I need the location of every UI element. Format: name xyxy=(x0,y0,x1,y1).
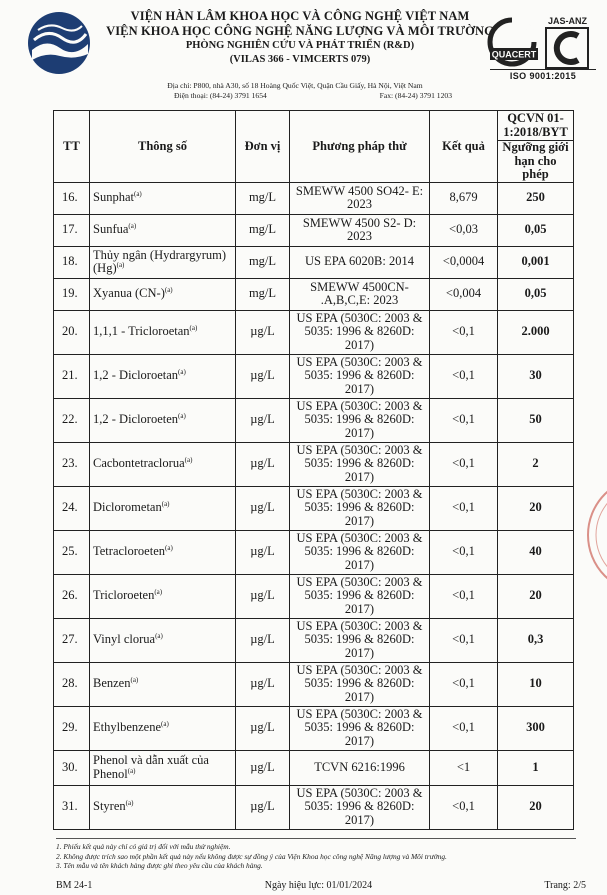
unit-cell: mg/L xyxy=(236,246,290,278)
accreditation-mark: (a) xyxy=(133,190,142,199)
row-index: 16. xyxy=(54,182,90,214)
row-index: 25. xyxy=(54,530,90,574)
table-row xyxy=(54,486,574,530)
method-cell: US EPA (5030C: 2003 & 5035: 1996 & 8260D: 2017) xyxy=(290,530,430,574)
accreditation-mark: (a) xyxy=(127,766,136,775)
header-tt: TT xyxy=(54,111,90,183)
header-result: Kết quả xyxy=(430,111,498,183)
header-titles xyxy=(100,9,500,67)
limit-cell: 30 xyxy=(498,354,574,398)
row-index: 22. xyxy=(54,398,90,442)
accreditation-mark: (a) xyxy=(178,412,186,421)
limit-cell: 1 xyxy=(498,750,574,785)
fax-number: Fax: (84-24) 3791 1203 xyxy=(379,91,452,100)
parameter-cell: 1,1,1 - Tricloroetan$^{(a)}$ xyxy=(90,310,236,354)
row-index: 26. xyxy=(54,574,90,618)
row-index: 31. xyxy=(54,785,90,829)
result-cell: <0,1 xyxy=(430,662,498,706)
table-row xyxy=(54,246,574,278)
result-cell: <1 xyxy=(430,750,498,785)
iso-badge: ISO 9001:2015 xyxy=(490,69,596,81)
unit-cell: mg/L xyxy=(236,214,290,246)
result-cell: <0,004 xyxy=(430,278,498,310)
accreditation-mark: (a) xyxy=(161,720,169,729)
header-standard: QCVN 01-1:2018/BYT xyxy=(498,111,574,141)
method-cell: US EPA (5030C: 2003 & 5035: 1996 & 8260D: 2017) xyxy=(290,618,430,662)
result-cell: <0,1 xyxy=(430,530,498,574)
note-1: 1. Phiếu kết quả này chỉ có giá trị đối với mẫu thử nghiệm. xyxy=(56,842,231,851)
accreditation-mark: (a) xyxy=(128,222,137,231)
limit-cell: 20 xyxy=(498,486,574,530)
footer-bar xyxy=(56,880,586,891)
table-row xyxy=(54,398,574,442)
limit-cell: 20 xyxy=(498,574,574,618)
limit-cell: 300 xyxy=(498,706,574,750)
institute-logo-icon xyxy=(24,10,94,76)
limit-cell: 0,3 xyxy=(498,618,574,662)
note-2: 2. Không được trích sao một phần kết quả này nếu không được sự đồng ý của Viện Khoa học công nghệ Năng lượng và Môi trường. xyxy=(56,851,447,861)
limit-cell: 2 xyxy=(498,442,574,486)
method-cell: US EPA (5030C: 2003 & 5035: 1996 & 8260D: 2017) xyxy=(290,398,430,442)
table-row xyxy=(54,442,574,486)
unit-cell: µg/L xyxy=(236,706,290,750)
row-index: 19. xyxy=(54,278,90,310)
accreditation-mark: (a) xyxy=(154,588,163,597)
parameter-cell: Sunphat$^{(a)}$ xyxy=(90,182,236,214)
document-header xyxy=(0,0,607,108)
method-cell: SMEWW 4500CN- .A,B,C,E: 2023 xyxy=(290,278,430,310)
accreditation-mark: (a) xyxy=(165,544,173,553)
table-row xyxy=(54,278,574,310)
table-row xyxy=(54,706,574,750)
unit-cell: µg/L xyxy=(236,750,290,785)
method-cell: US EPA 6020B: 2014 xyxy=(290,246,430,278)
limit-cell: 0,05 xyxy=(498,214,574,246)
unit-cell: µg/L xyxy=(236,662,290,706)
limit-cell: 2.000 xyxy=(498,310,574,354)
parameter-cell: Phenol và dẫn xuất của Phenol$^{(a)}$ xyxy=(90,750,236,785)
method-cell: US EPA (5030C: 2003 & 5035: 1996 & 8260D: 2017) xyxy=(290,442,430,486)
table-row xyxy=(54,214,574,246)
parameter-cell: Benzen$^{(a)}$ xyxy=(90,662,236,706)
table-row xyxy=(54,785,574,829)
institute-name: VIỆN KHOA HỌC CÔNG NGHỆ NĂNG LƯỢNG VÀ MÔI TRƯỜNG xyxy=(106,24,494,38)
method-cell: US EPA (5030C: 2003 & 5035: 1996 & 8260D: 2017) xyxy=(290,574,430,618)
result-cell: <0,1 xyxy=(430,486,498,530)
academy-name: VIỆN HÀN LÂM KHOA HỌC VÀ CÔNG NGHỆ VIỆT NAM xyxy=(130,9,470,23)
result-cell: <0,1 xyxy=(430,354,498,398)
accreditation-mark: (a) xyxy=(178,368,186,377)
method-cell: SMEWW 4500 SO42- E: 2023 xyxy=(290,182,430,214)
unit-cell: µg/L xyxy=(236,486,290,530)
limit-cell: 40 xyxy=(498,530,574,574)
result-cell: <0,1 xyxy=(430,574,498,618)
table-row xyxy=(54,750,574,785)
header-method: Phương pháp thử xyxy=(290,111,430,183)
method-cell: SMEWW 4500 S2- D: 2023 xyxy=(290,214,430,246)
effective-date: Ngày hiệu lực: 01/01/2024 xyxy=(264,880,373,891)
unit-cell: µg/L xyxy=(236,574,290,618)
red-stamp-fragment xyxy=(584,455,607,615)
result-cell: <0,1 xyxy=(430,706,498,750)
table-row xyxy=(54,310,574,354)
accreditation-mark: (a) xyxy=(155,632,163,641)
result-cell: <0,1 xyxy=(430,618,498,662)
table-row xyxy=(54,354,574,398)
form-code: BM 24-1 xyxy=(56,880,93,891)
unit-cell: µg/L xyxy=(236,785,290,829)
unit-cell: mg/L xyxy=(236,278,290,310)
row-index: 20. xyxy=(54,310,90,354)
unit-cell: µg/L xyxy=(236,442,290,486)
note-3: 3. Tên mẫu và tên khách hàng được ghi theo yêu cầu của khách hàng. xyxy=(56,861,263,870)
unit-cell: mg/L xyxy=(236,182,290,214)
result-cell: <0,03 xyxy=(430,214,498,246)
page-number: Trang: 2/5 xyxy=(544,880,586,891)
row-index: 23. xyxy=(54,442,90,486)
cert-name-label: QUACERT xyxy=(491,49,537,60)
row-index: 21. xyxy=(54,354,90,398)
header-limit: Ngưỡng giới hạn cho phép xyxy=(498,141,574,183)
result-cell: <0,0004 xyxy=(430,246,498,278)
row-index: 18. xyxy=(54,246,90,278)
unit-cell: µg/L xyxy=(236,354,290,398)
parameter-cell: Thủy ngân (Hydrargyrum) $(Hg)^{(a)}$ xyxy=(90,246,236,278)
parameter-cell: Tetracloroeten$^{(a)}$ xyxy=(90,530,236,574)
limit-cell: 0,001 xyxy=(498,246,574,278)
row-index: 30. xyxy=(54,750,90,785)
row-index: 28. xyxy=(54,662,90,706)
unit-cell: µg/L xyxy=(236,398,290,442)
parameter-cell: Xyanua $(CN-)^{(a)}$ xyxy=(90,278,236,310)
parameter-cell: Diclorometan$^{(a)}$ xyxy=(90,486,236,530)
cert-top-label: JAS-ANZ xyxy=(548,16,588,26)
table-row xyxy=(54,182,574,214)
row-index: 17. xyxy=(54,214,90,246)
unit-cell: µg/L xyxy=(236,310,290,354)
header-parameter: Thông số xyxy=(90,111,236,183)
accreditation-mark: (a) xyxy=(125,799,134,808)
unit-cell: µg/L xyxy=(236,618,290,662)
accreditation-mark: (a) xyxy=(164,286,173,295)
results-table xyxy=(53,110,574,830)
result-cell: 8,679 xyxy=(430,182,498,214)
result-cell: <0,1 xyxy=(430,785,498,829)
accreditation-codes: (VILAS 366 - VIMCERTS 079) xyxy=(229,54,371,65)
header-unit: Đơn vị xyxy=(236,111,290,183)
parameter-cell: 1,2 - Dicloroeten$^{(a)}$ xyxy=(90,398,236,442)
row-index: 27. xyxy=(54,618,90,662)
parameter-cell: Styren$^{(a)}$ xyxy=(90,785,236,829)
unit-cell: µg/L xyxy=(236,530,290,574)
parameter-cell: Vinyl clorua$^{(a)}$ xyxy=(90,618,236,662)
table-row xyxy=(54,530,574,574)
address-line: Địa chỉ: P800, nhà A30, số 18 Hoàng Quốc Việt, Quận Cầu Giấy, Hà Nội, Việt Nam xyxy=(167,81,423,90)
phone-number: Điện thoại: (84-24) 3791 1654 xyxy=(174,91,267,100)
department-name: PHÒNG NGHIÊN CỨU VÀ PHÁT TRIỂN (R&D) xyxy=(185,40,415,51)
method-cell: US EPA (5030C: 2003 & 5035: 1996 & 8260D: 2017) xyxy=(290,310,430,354)
parameter-cell: Cacbontetraclorua$^{(a)}$ xyxy=(90,442,236,486)
row-index: 24. xyxy=(54,486,90,530)
parameter-cell: Tricloroeten$^{(a)}$ xyxy=(90,574,236,618)
footer-divider xyxy=(56,838,576,839)
accreditation-mark: (a) xyxy=(184,456,193,465)
contact-info xyxy=(100,81,490,101)
limit-cell: 10 xyxy=(498,662,574,706)
limit-cell: 250 xyxy=(498,182,574,214)
row-index: 29. xyxy=(54,706,90,750)
limit-cell: 0,05 xyxy=(498,278,574,310)
method-cell: US EPA (5030C: 2003 & 5035: 1996 & 8260D: 2017) xyxy=(290,706,430,750)
parameter-cell: 1,2 - Dicloroetan$^{(a)}$ xyxy=(90,354,236,398)
accreditation-mark: (a) xyxy=(130,676,139,685)
method-cell: US EPA (5030C: 2003 & 5035: 1996 & 8260D: 2017) xyxy=(290,486,430,530)
accreditation-mark: (a) xyxy=(189,324,198,333)
parameter-cell: Ethylbenzene$^{(a)}$ xyxy=(90,706,236,750)
table-row xyxy=(54,662,574,706)
result-cell: <0,1 xyxy=(430,398,498,442)
method-cell: TCVN 6216:1996 xyxy=(290,750,430,785)
table-row xyxy=(54,574,574,618)
method-cell: US EPA (5030C: 2003 & 5035: 1996 & 8260D: 2017) xyxy=(290,354,430,398)
method-cell: US EPA (5030C: 2003 & 5035: 1996 & 8260D: 2017) xyxy=(290,662,430,706)
result-cell: <0,1 xyxy=(430,442,498,486)
parameter-cell: Sunfua$^{(a)}$ xyxy=(90,214,236,246)
result-cell: <0,1 xyxy=(430,310,498,354)
footer-notes xyxy=(56,842,576,871)
limit-cell: 20 xyxy=(498,785,574,829)
accreditation-mark: (a) xyxy=(116,260,125,269)
accreditation-mark: (a) xyxy=(161,500,170,509)
table-row xyxy=(54,618,574,662)
limit-cell: 50 xyxy=(498,398,574,442)
method-cell: US EPA (5030C: 2003 & 5035: 1996 & 8260D: 2017) xyxy=(290,785,430,829)
